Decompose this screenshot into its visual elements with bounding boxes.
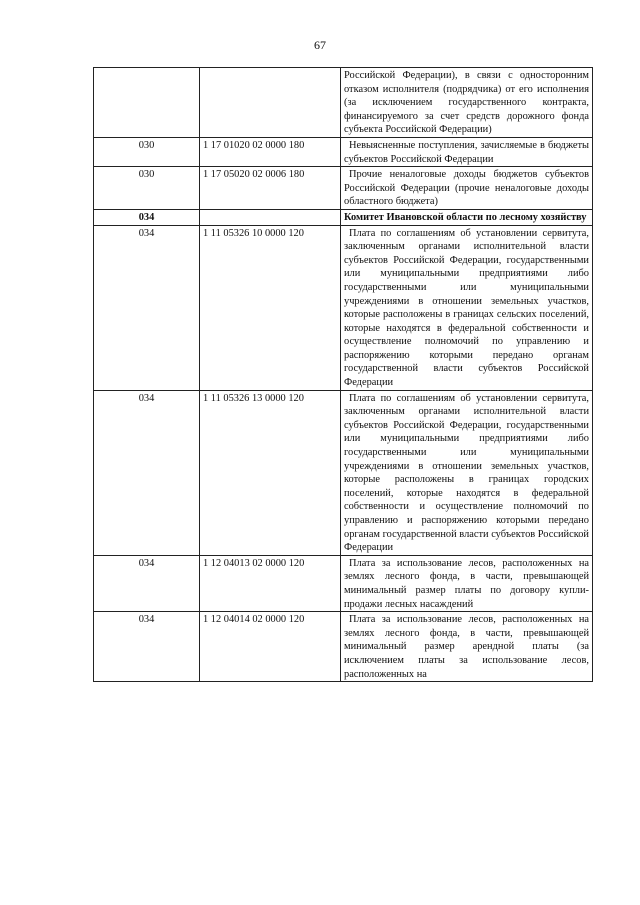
table-row bbox=[94, 225, 593, 390]
admin-code-cell: 030 bbox=[94, 137, 200, 166]
admin-code-cell: 034 bbox=[94, 555, 200, 611]
budget-code-cell: 1 17 01020 02 0000 180 bbox=[200, 137, 341, 166]
table-row bbox=[94, 555, 593, 611]
budget-code-cell: 1 11 05326 13 0000 120 bbox=[200, 390, 341, 555]
admin-code-cell: 034 bbox=[94, 390, 200, 555]
revenue-classification-table bbox=[93, 67, 593, 682]
description-cell: Невыясненные поступления, зачисляемые в бюджеты субъектов Российской Федерации bbox=[341, 137, 593, 166]
table-row bbox=[94, 167, 593, 210]
admin-code-cell: 030 bbox=[94, 167, 200, 210]
description-cell: Плата за использование лесов, расположенных на землях лесного фонда, в части, превышающей минимальный размер арендной платы (за исключением платы за использование лесов, расположенных на bbox=[341, 612, 593, 682]
description-cell: Плата по соглашениям об установлении сервитута, заключенным органами исполнительной власти субъектов Российской Федерации, государственными или муниципальными предприятиями либо государственными или муниципальными учреждениями в отношении земельных участков, которые расположены в границах городских поселений, которые находятся в федеральной собственности и осуществление полномочий по управлению и распоряжению которыми передано органам государственной власти субъектов Российской Федерации bbox=[341, 390, 593, 555]
budget-code-cell: 1 12 04014 02 0000 120 bbox=[200, 612, 341, 682]
budget-code-cell bbox=[200, 68, 341, 138]
table-row bbox=[94, 68, 593, 138]
budget-code-cell: 1 11 05326 10 0000 120 bbox=[200, 225, 341, 390]
budget-code-cell: 1 17 05020 02 0006 180 bbox=[200, 167, 341, 210]
description-cell: Российской Федерации), в связи с односторонним отказом исполнителя (подрядчика) от его исполнения (за исключением государственного контракта, финансируемого за счет средств дорожного фонда субъекта Российской Федерации) bbox=[341, 68, 593, 138]
section-header-row bbox=[94, 209, 593, 225]
budget-code-cell bbox=[200, 209, 341, 225]
table-row bbox=[94, 137, 593, 166]
section-title-cell: Комитет Ивановской области по лесному хозяйству bbox=[341, 209, 593, 225]
description-cell: Плата по соглашениям об установлении сервитута, заключенным органами исполнительной власти субъектов Российской Федерации, государственными или муниципальными предприятиями либо государственными или муниципальными учреждениями в отношении земельных участков, которые расположены в границах сельских поселений, которые находятся в федеральной собственности и осуществление полномочий по управлению и распоряжению которыми передано органам государственной власти субъектов Российской Федерации bbox=[341, 225, 593, 390]
description-cell: Плата за использование лесов, расположенных на землях лесного фонда, в части, превышающей минимальный размер платы по договору купли-продажи лесных насаждений bbox=[341, 555, 593, 611]
table-row bbox=[94, 390, 593, 555]
admin-code-cell: 034 bbox=[94, 209, 200, 225]
admin-code-cell: 034 bbox=[94, 612, 200, 682]
page-number: 67 bbox=[314, 38, 326, 52]
admin-code-cell bbox=[94, 68, 200, 138]
budget-code-cell: 1 12 04013 02 0000 120 bbox=[200, 555, 341, 611]
table-row bbox=[94, 612, 593, 682]
description-cell: Прочие неналоговые доходы бюджетов субъектов Российской Федерации (прочие неналоговые доходы областного бюджета) bbox=[341, 167, 593, 210]
table-body bbox=[94, 68, 593, 682]
admin-code-cell: 034 bbox=[94, 225, 200, 390]
